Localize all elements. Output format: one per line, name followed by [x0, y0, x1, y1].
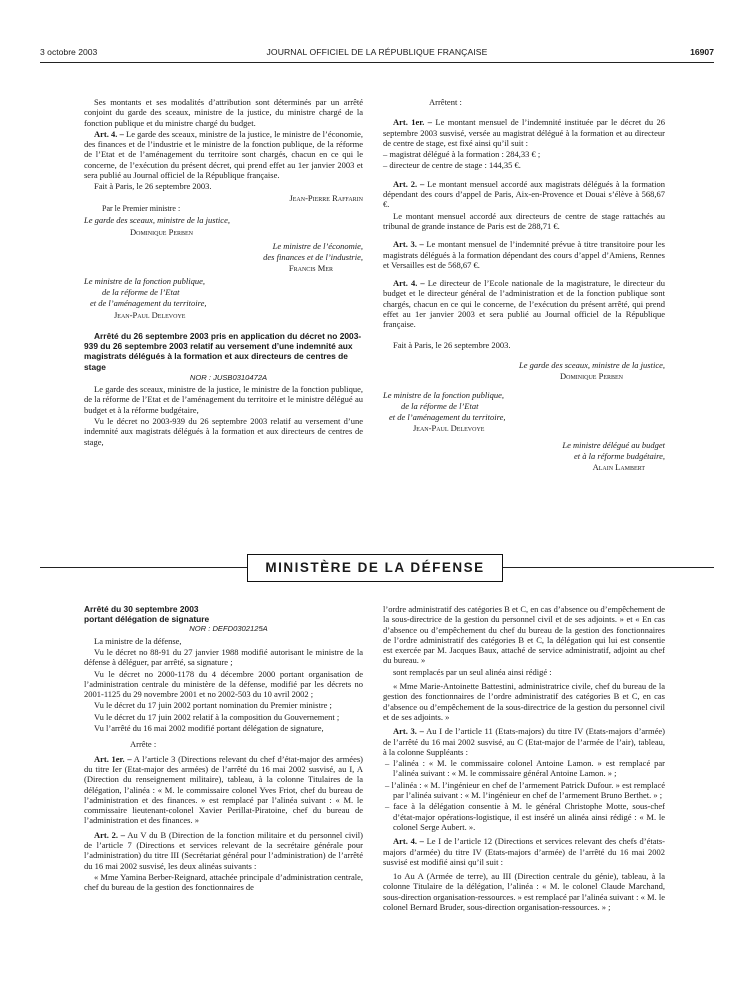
article-label: Art. 3. – — [393, 726, 424, 737]
nor-reference: NOR : DEFD0302125A — [189, 624, 268, 634]
paragraph: Le montant mensuel accordé aux directeurs de centre de stage rattachés au tribunal de grande instance de Paris est de 288,71 €. — [383, 210, 665, 231]
article-1 — [383, 117, 665, 148]
paragraph: Vu le décret du 17 juin 2002 portant nomination du Premier ministre ; — [94, 700, 332, 711]
article-text: Le montant mensuel de l’indemnité instituée par le décret du 26 septembre 2003 susvisé, versée au magistrat délégué à la formation et au directeur de centre de stage, est fixé ainsi qu’il suit : — [383, 117, 665, 148]
signature-title: Le ministre délégué au budget — [562, 439, 665, 450]
paragraph: l’ordre administratif des catégories B et C, en cas d’absence ou d’empêchement de la sous-directrice de la gestion du personnel civil et de ses adjoints. » et « En cas d’absence ou d’empêchement du chef du bureau de la gestion des fonctionnaires de l’ordre administratif des catégories B et C, la délégation qui lui est consentie est exercée par M. Jacques Baux, attaché de service administratif, adjoint au chef du bureau. » — [383, 604, 665, 666]
bottom-right-column — [383, 604, 665, 913]
article-text: Au V du B (Direction de la fonction militaire et du personnel civil) de l’article 7 (Directions et services relevant de la secrétaire générale pour l’administration) du titre III (Secrétariat général pour l’administration) de l’arrêté du 16 mai 2002 susvisé, les deux alinéas suivants : — [84, 829, 363, 871]
paragraph: « Mme Yamina Berber-Reignard, attachée principale d’administration centrale, chef du bureau de la gestion des fonctionnaires de — [84, 871, 363, 893]
signature-name: Jean-Paul Delevoye — [114, 309, 186, 320]
article-label: Art. 4. – — [393, 836, 424, 847]
nor-reference: NOR : JUSB0310472A — [189, 372, 268, 382]
article-text: Le garde des sceaux, ministre de la justice, le ministre de l’économie, des finances et de l’industrie et le ministre de la fonction publique, de la réforme de l’Etat et de l’aménagement du territoire sont chargés, chacun en ce qui le concerne, de l’exécution du présent décret, qui prend effet au 1er janvier 2003 et sera publié au Journal officiel de la République française. — [84, 128, 364, 181]
article-label: Art. 4. – — [94, 128, 124, 139]
article-4 — [84, 129, 363, 180]
signature-name: Alain Lambert — [592, 462, 645, 473]
paragraph: Le garde des sceaux, ministre de la justice, le ministre de la fonction publique, de la réforme de l’Etat et de l’aménagement du territoire et le ministre délégué au budget et à la réforme budgétaire, — [84, 384, 363, 415]
article-3 — [383, 239, 665, 270]
ministry-banner: MINISTÈRE DE LA DÉFENSE — [247, 554, 503, 582]
article-4 — [383, 278, 665, 329]
paragraph: Vu le décret no 2000-1178 du 4 décembre 2000 portant organisation de l’administration centrale du ministère de la défense, modifié par les décrets no 2001-1125 du 29 novembre 2001 et no 2002-503 du 10 avril 2002 ; — [84, 668, 363, 700]
header-rule — [40, 62, 714, 63]
top-left-column — [84, 97, 363, 448]
list-item: – magistrat délégué à la formation : 284,33 € ; — [383, 149, 541, 160]
signature-title: Le garde des sceaux, ministre de la justice, — [84, 215, 230, 226]
banner-rule-left — [40, 567, 247, 568]
article-2 — [84, 830, 363, 871]
article-text: Le montant mensuel accordé aux magistrats délégués à la formation dépendant des cours d’appel de Paris, Aix-en-Provence et Douai s’élève à 568,67 €. — [383, 178, 665, 210]
article-text: Le directeur de l’Ecole nationale de la magistrature, le directeur du budget et le directeur général de l’administration et de la fonction publique sont chargés, chacun en ce qui le concerne, de l’exécution du présent arrêté, qui prend effet au 1er janvier 2003 et sera publié au Journal officiel de la République française. — [383, 278, 665, 330]
bottom-left-column — [84, 604, 363, 894]
paragraph: Vu le décret no 2003-939 du 26 septembre 2003 relatif au versement d’une indemnité aux magistrats délégués à la formation et aux directeurs de centres de stage, — [84, 415, 363, 447]
signature-title: Le ministre de l’économie, — [272, 240, 363, 251]
signature-name: Jean-Paul Delevoye — [413, 423, 485, 434]
article-text: Au I de l’article 11 (Etats-majors) du titre IV (Etats-majors d’armée) de l’arrêté du 16 mai 2002 susvisé, au C (Etat-major de l’armée de l’air), tableau, à la colonne Suppléants : — [383, 726, 665, 757]
par-line: Par le Premier ministre : — [102, 203, 181, 213]
article-label: Art. 3. – — [393, 239, 424, 250]
signature-title: et de l’aménagement du territoire, — [389, 412, 506, 423]
article-3 — [383, 726, 665, 757]
signature-title: de la réforme de l’Etat — [401, 400, 479, 411]
top-right-column — [383, 97, 665, 474]
paragraph: « Mme Marie-Antoinette Battestini, administratrice civile, chef du bureau de la gestion des fonctionnaires de l’ordre administratif des catégories B et C, en cas d’absence ou d’empêchement de la sous-directrice de la gestion du personnel civil et de ses adjoints. » — [383, 681, 665, 722]
signature-title: des finances et de l’industrie, — [263, 252, 363, 263]
article-text: Le I de l’article 12 (Directions et services relevant des chefs d’états-majors d’armée) du titre IV (Etats-majors d’armée) de l’arrêté du 16 mai 2002 susvisé est modifié ainsi qu’il suit : — [383, 836, 665, 867]
article-label: Art. 1er. – — [94, 753, 132, 764]
signature-title: Le ministre de la fonction publique, — [84, 275, 206, 286]
article-2 — [383, 179, 665, 210]
signature-title: et de l’aménagement du territoire, — [90, 298, 207, 309]
article-text: A l’article 3 (Directions relevant du chef d’état-major des armées) du titre Ier (Etat-major des armées) de l’arrêté du 16 mai 2002 susvisé, au I, A (Direction du renseignement militaire), tableau, à la colonne Titulaires de la délégation, l’alinéa : « M. le commissaire colonel Yves Friot, chef du bureau de l’administration et des finances. » est remplacé par l’alinéa suivant : « M. le commissaire lieutenant-colonel Xavier Perillat-Piratoine, chef du bureau de l’administration et des finances. » — [84, 753, 363, 826]
arretent-line: Arrêtent : — [429, 97, 462, 107]
arrete-title: Arrêté du 30 septembre 2003 — [84, 604, 199, 614]
paragraph: sont remplacés par un seul alinéa ainsi rédigé : — [393, 666, 552, 677]
list-item: – directeur de centre de stage : 144,35 €. — [383, 160, 521, 171]
header-date: 3 octobre 2003 — [40, 47, 98, 57]
article-4 — [383, 836, 665, 867]
article-1 — [84, 754, 363, 826]
paragraph: La ministre de la défense, — [94, 635, 182, 646]
article-label: Art. 4. – — [393, 278, 425, 289]
page-header — [40, 47, 714, 61]
banner-rule-right — [503, 567, 714, 568]
arrete-line: Arrête : — [130, 739, 157, 750]
signature-title: de la réforme de l’Etat — [102, 287, 180, 298]
page-number: 16907 — [690, 47, 714, 57]
fait-line: Fait à Paris, le 26 septembre 2003. — [393, 339, 511, 350]
signature-name: Dominique Perben — [560, 371, 623, 382]
article-text: Le montant mensuel de l’indemnité prévue à titre transitoire pour les magistrats délégués à la formation dépendant des cours d’appel d’Amiens, Rennes et Versailles est de 568,67 €. — [383, 239, 665, 270]
list-item: – l’alinéa : « M. le commissaire colonel Antoine Lamon. » est remplacé par l’alinéa suivant : « M. le commissaire général Antoine Lamon. » ; — [385, 758, 665, 779]
signature-name: Dominique Perben — [130, 226, 193, 237]
fait-line: Fait à Paris, le 26 septembre 2003. — [94, 181, 212, 192]
signature-title: Le ministre de la fonction publique, — [383, 389, 505, 400]
arrete-subtitle: portant délégation de signature — [84, 614, 210, 625]
signature-title: Le garde des sceaux, ministre de la justice, — [519, 359, 665, 370]
list-item: – face à la délégation consentie à M. le général Christophe Motte, sous-chef d’état-major opérations-logistique, il est inséré un alinéa ainsi rédigé : « M. le colonel Serge Aubert. ». — [385, 801, 665, 832]
paragraph: Vu le décret no 88-91 du 27 janvier 1988 modifié autorisant le ministre de la défense à déléguer, par arrêté, sa signature ; — [84, 647, 363, 668]
paragraph: Ses montants et ses modalités d’attribution sont déterminés par un arrêté conjoint du garde des sceaux, ministre de la justice, du ministre chargé de la fonction publique et du ministre chargé du budget. — [84, 97, 363, 128]
paragraph: Vu le décret du 17 juin 2002 relatif à la composition du Gouvernement ; — [94, 711, 340, 722]
signature-name: Jean-Pierre Raffarin — [289, 192, 363, 203]
article-label: Art. 2. – — [94, 829, 126, 840]
signature-name: Francis Mer — [288, 263, 333, 274]
article-label: Art. 1er. – — [393, 117, 432, 128]
paragraph: 1o Au A (Armée de terre), au III (Direction centrale du génie), tableau, à la colonne Titulaire de la délégation, l’alinéa : « M. le colonel Claude Marchand, sous-direction organisation-ressources. » est remplacé par l’alinéa suivant : « M. le colonel Bernard Bruder, sous-direction organisation-ressources. » ; — [383, 871, 665, 913]
signature-title: et à la réforme budgétaire, — [573, 451, 665, 462]
paragraph: Vu l’arrêté du 16 mai 2002 modifié portant délégation de signature, — [94, 723, 324, 734]
journal-title: JOURNAL OFFICIEL DE LA RÉPUBLIQUE FRANÇAISE — [266, 47, 488, 57]
list-item: – l’alinéa : « M. l’ingénieur en chef de l’armement Patrick Dufour. » est remplacé par l’alinéa suivant : « M. l’ingénieur en chef de l’armement Bruno Berthet. » ; — [385, 779, 665, 801]
article-label: Art. 2. – — [393, 178, 425, 189]
arrete-title: Arrêté du 26 septembre 2003 pris en application du décret no 2003-939 du 26 septembre 2003 relatif au versement d’une indemnité aux magistrats délégués à la formation et aux directeurs de centres de stage — [84, 330, 362, 372]
